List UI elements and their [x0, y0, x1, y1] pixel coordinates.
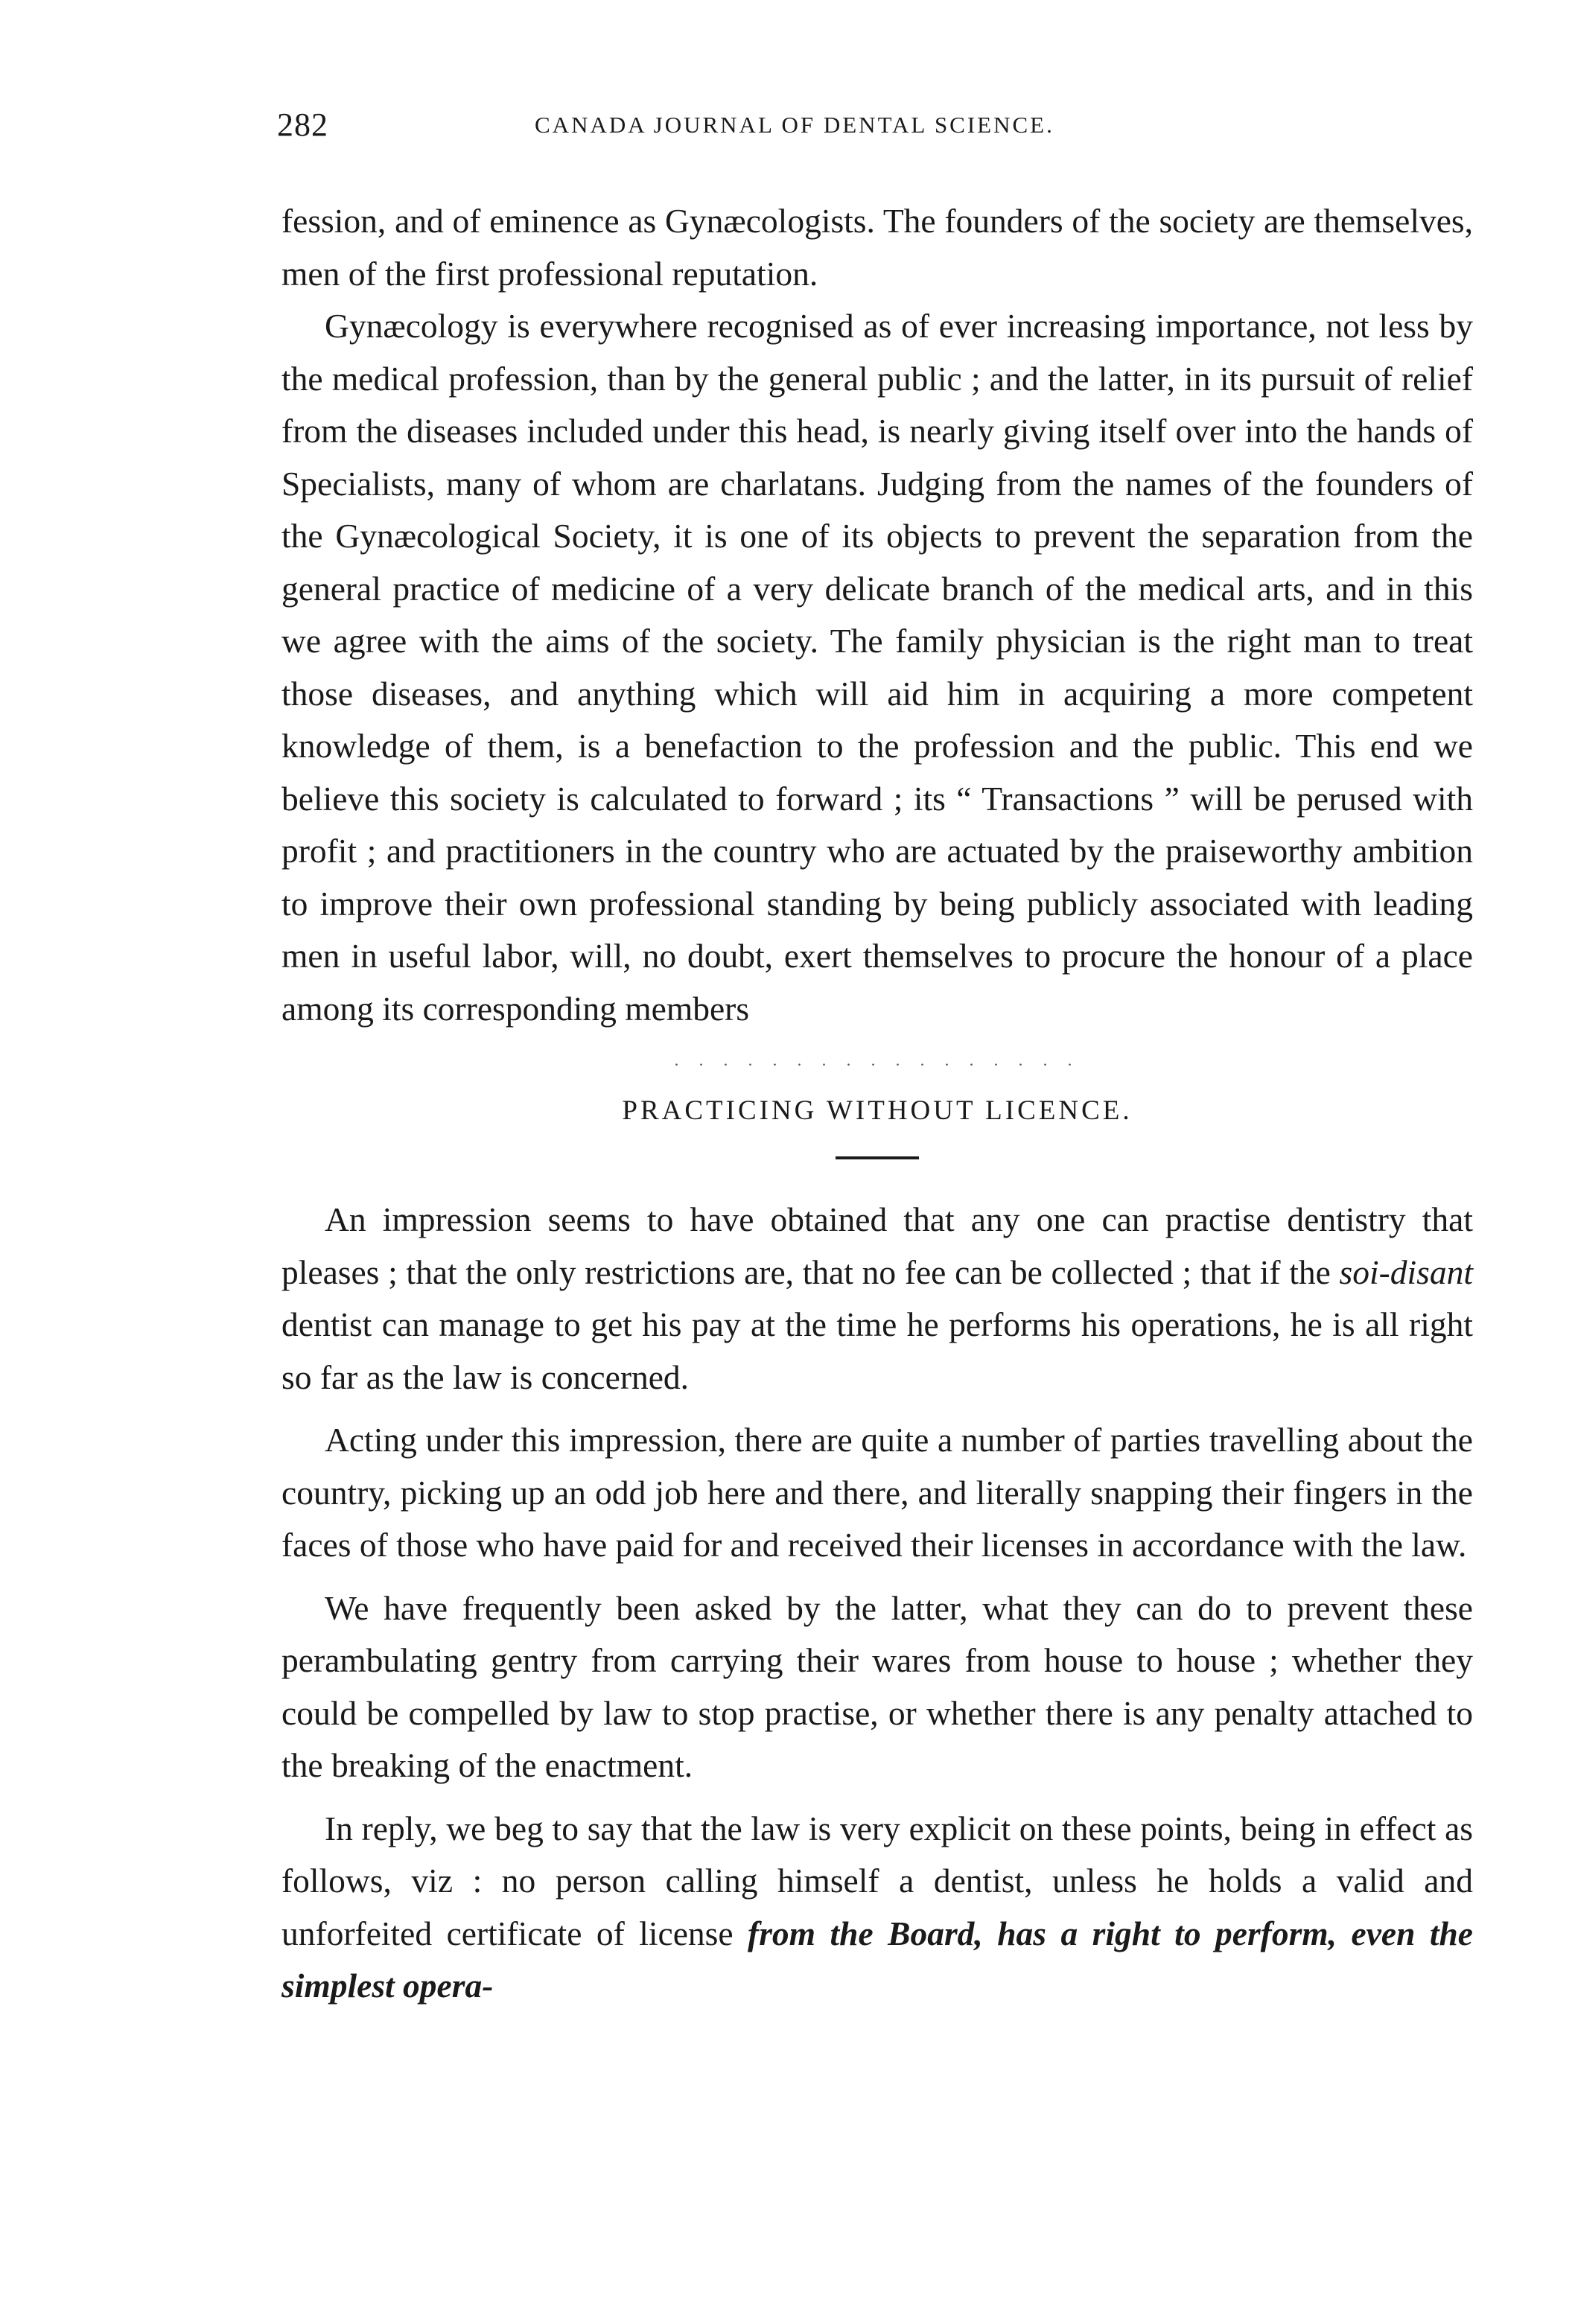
section-separator: . . . . . . . . . . . . . . . . .: [674, 1051, 1081, 1069]
section-heading: PRACTICING WITHOUT LICENCE.: [622, 1095, 1133, 1126]
journal-title: CANADA JOURNAL OF DENTAL SCIENCE.: [535, 112, 1054, 138]
heading-rule: [836, 1156, 919, 1159]
page-number: 282: [277, 106, 328, 143]
impression-text-start: An impression seems to have obtained that any one can practise dentistry that pleases ; that the only restrictions are, that no fee can be collected ; that if the: [281, 1200, 1473, 1291]
gynaecology-paragraph: Gynæcology is everywhere recognised as of ever increasing importance, not less by the medical profession, than by the general public ; and the latter, in its pursuit of relief from the diseases included under this head, is nearly giving itself over into the hands of Specialists, many of whom are charlatans. Judging from the names of the founders of the Gynæcological Society, it is one of its objects to prevent the separation from the general practice of medicine of a very delicate branch of the medical arts, and in this we agree with the aims of the society. The family physician is the right man to treat those diseases, and anything which will aid him in acquiring a more competent knowledge of them, is a benefaction to the profession and the public. This end we believe this society is calculated to forward ; its “ Transactions ” will be perused with profit ; and practitioners in the country who are actuated by the praiseworthy ambition to improve their own professional standing by being publicly associated with leading men in useful labor, will, no doubt, exert themselves to procure the honour of a place among its corresponding members: [281, 307, 1473, 1028]
impression-text-end: dentist can manage to get his pay at the time he performs his operations, he is all right so far as the law is concerned.: [281, 1305, 1473, 1396]
continued-paragraph: fession, and of eminence as Gynæcologists. The founders of the society are themselves, men of the first professional reputation.: [281, 202, 1473, 293]
running-head: [277, 97, 1473, 156]
soi-disant-term: soi-disant: [1339, 1252, 1473, 1291]
reply-paragraph: [281, 1803, 1473, 2013]
acting-paragraph: Acting under this impression, there are quite a number of parties travelling about the country, picking up an odd job here and there, and literally snapping their fingers in the faces of those who have paid for and received their licenses in accordance with the law.: [281, 1421, 1473, 1564]
journal-page: [277, 97, 1474, 2013]
reply-emphasis-text: from the Board, has a right to perform, even the simplest opera-: [281, 1914, 1474, 2005]
asked-paragraph: We have frequently been asked by the latter, what they can do to prevent these perambulating gentry from carrying their wares from house to house ; whether they could be compelled by law to stop practise, or whether there is any penalty attached to the breaking of the enactment.: [281, 1588, 1473, 1784]
article-body: [281, 195, 1473, 2013]
impression-paragraph: [281, 1194, 1473, 1404]
reply-text: In reply, we beg to say that the law is very explicit on these points, being in effect as follows, viz : no person calling himself a dentist, unless he holds a valid and unforfeited certificate of license: [281, 1809, 1473, 1952]
